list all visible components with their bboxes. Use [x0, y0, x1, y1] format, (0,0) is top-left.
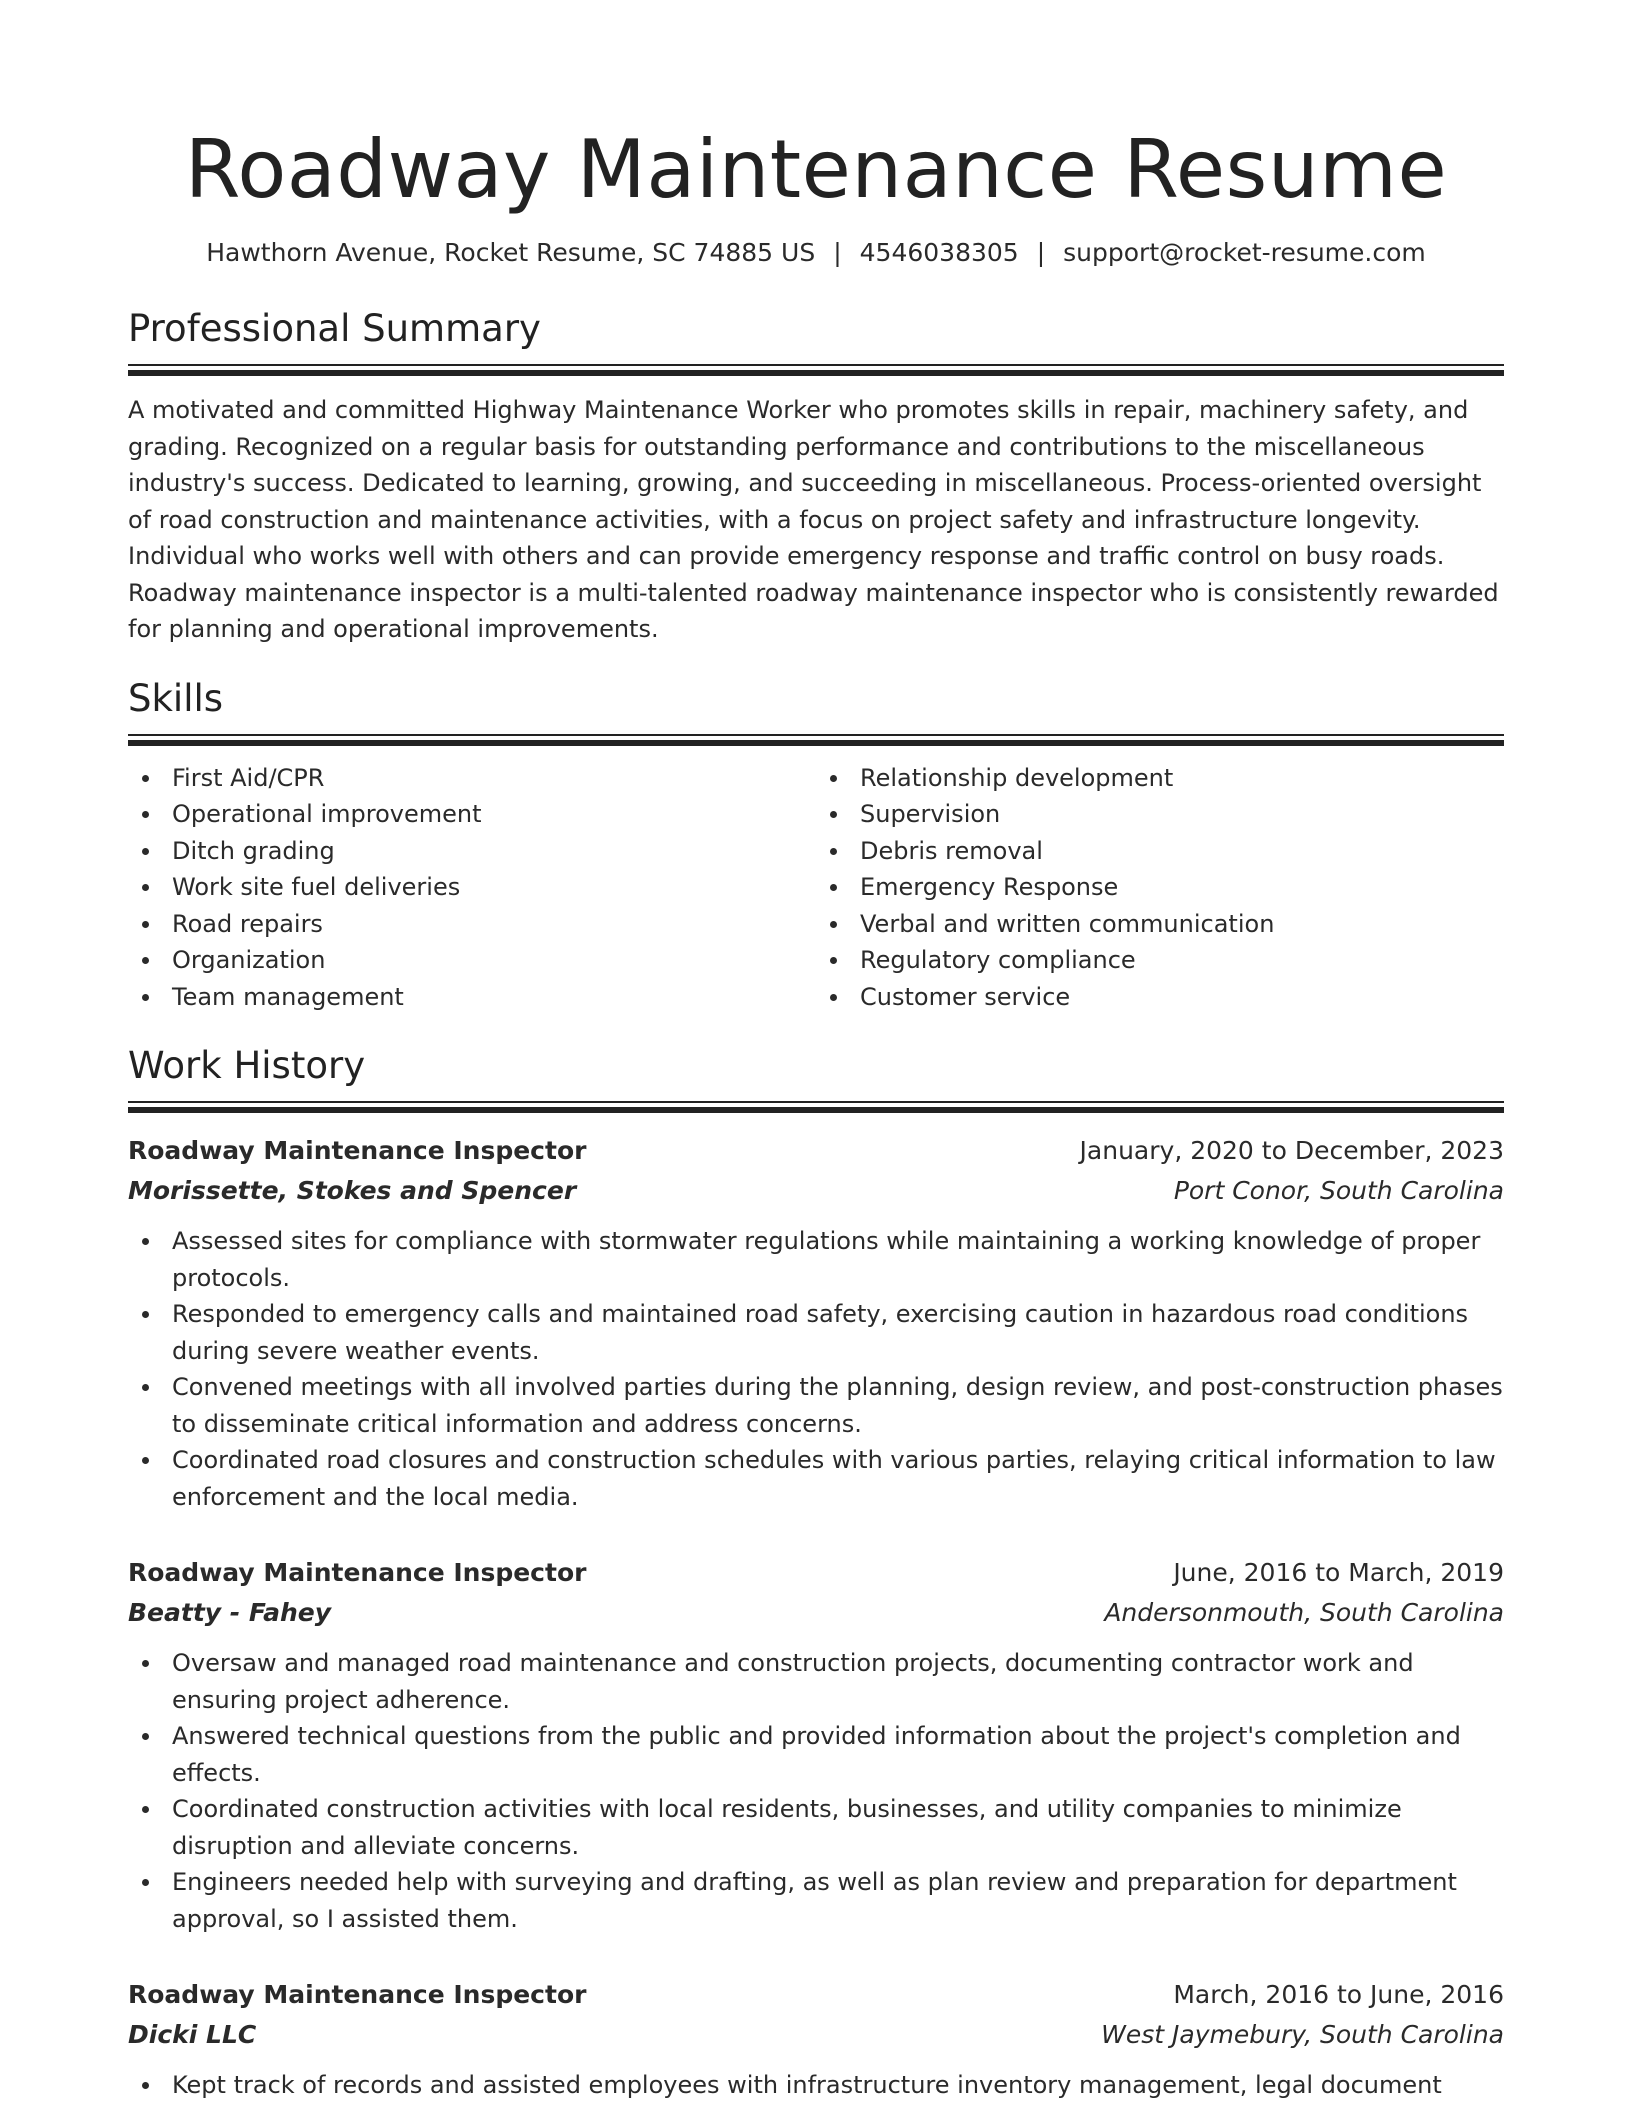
summary-heading: Professional Summary — [128, 307, 541, 350]
contact-phone: 4546038305 — [859, 238, 1019, 267]
job-header-row — [128, 1553, 1504, 1593]
contact-address: Hawthorn Avenue, Rocket Resume, SC 74885 US — [206, 238, 816, 267]
summary-text: A motivated and committed Highway Maintenance Worker who promotes skills in repair, machinery safety, and grading. Recognized on a regular basis for outstanding performance and contributions to the miscellaneous industry's success. Dedicated to learning, growing, and succeeding in miscellaneous. Process-oriented oversight of road construction and maintenance activities, with a focus on project safety and infrastructure longevity. Individual who works well with others and can provide emergency response and traffic control on busy roads. Roadway maintenance inspector is a multi-talented roadway maintenance inspector who is consistently rewarded for planning and operational improvements. — [128, 396, 1499, 643]
job-company-row — [128, 1593, 1504, 1633]
job-company: Beatty - Fahey — [128, 1598, 331, 1627]
job-entry — [128, 1975, 1504, 2104]
job-dates: January, 2020 to December, 2023 — [1079, 1136, 1504, 1165]
section-divider — [128, 364, 1504, 376]
job-entry — [128, 1553, 1504, 1937]
job-bullets — [128, 1645, 1504, 1937]
job-title: Roadway Maintenance Inspector — [128, 1136, 587, 1165]
job-dates: June, 2016 to March, 2019 — [1173, 1558, 1504, 1587]
skill-item: Team management — [128, 979, 816, 1016]
job-bullet: Oversaw and managed road maintenance and construction projects, documenting contractor work and ensuring project adherence. — [128, 1645, 1504, 1718]
job-bullet: Engineers needed help with surveying and drafting, as well as plan review and preparation for department approval, so I assisted them. — [128, 1864, 1504, 1937]
job-company: Morissette, Stokes and Spencer — [128, 1176, 577, 1205]
job-location: Andersonmouth, South Carolina — [1104, 1598, 1504, 1627]
skill-item: First Aid/CPR — [128, 760, 816, 797]
job-location: Port Conor, South Carolina — [1173, 1176, 1504, 1205]
skills-heading: Skills — [128, 676, 224, 720]
skill-item: Organization — [128, 942, 816, 979]
job-title: Roadway Maintenance Inspector — [128, 1980, 587, 2009]
job-entry — [128, 1131, 1504, 1515]
job-title: Roadway Maintenance Inspector — [128, 1558, 587, 1587]
skills-section — [128, 676, 1504, 1016]
skill-item: Debris removal — [816, 833, 1504, 870]
resume-title: Roadway Maintenance Resume — [184, 123, 1448, 216]
job-company-row — [128, 1171, 1504, 1211]
skill-item: Supervision — [816, 796, 1504, 833]
section-divider — [128, 734, 1504, 746]
job-location: West Jaymebury, South Carolina — [1101, 2020, 1504, 2049]
skills-column-right — [816, 760, 1504, 1016]
skill-item: Ditch grading — [128, 833, 816, 870]
skill-item: Regulatory compliance — [816, 942, 1504, 979]
contact-separator: | — [833, 238, 842, 267]
job-bullet: Coordinated road closures and construction schedules with various parties, relaying critical information to law enforcement and the local media. — [128, 1442, 1504, 1515]
job-bullet: Answered technical questions from the public and provided information about the project's completion and effects. — [128, 1718, 1504, 1791]
job-bullets — [128, 2067, 1504, 2104]
job-header-row — [128, 1131, 1504, 1171]
skill-item: Customer service — [816, 979, 1504, 1016]
summary-section — [128, 306, 1504, 648]
job-bullet: Kept track of records and assisted employees with infrastructure inventory management, legal document — [128, 2067, 1504, 2104]
skills-column-left — [128, 760, 816, 1016]
skill-item: Work site fuel deliveries — [128, 869, 816, 906]
contact-line — [128, 236, 1504, 270]
skill-item: Verbal and written communication — [816, 906, 1504, 943]
contact-separator: | — [1036, 238, 1046, 267]
skill-item: Operational improvement — [128, 796, 816, 833]
work-history-section — [128, 1043, 1504, 2104]
job-header-row — [128, 1975, 1504, 2015]
skills-grid — [128, 760, 1504, 1016]
job-bullets — [128, 1223, 1504, 1515]
job-company-row — [128, 2015, 1504, 2055]
skill-item: Relationship development — [816, 760, 1504, 797]
job-dates: March, 2016 to June, 2016 — [1173, 1980, 1504, 2009]
job-bullet: Responded to emergency calls and maintained road safety, exercising caution in hazardous road conditions during severe weather events. — [128, 1296, 1504, 1369]
skill-item: Road repairs — [128, 906, 816, 943]
job-bullet: Convened meetings with all involved parties during the planning, design review, and post-construction phases to disseminate critical information and address concerns. — [128, 1369, 1504, 1442]
skill-item: Emergency Response — [816, 869, 1504, 906]
job-company: Dicki LLC — [128, 2020, 257, 2049]
section-divider — [128, 1101, 1504, 1113]
work-history-heading: Work History — [128, 1044, 366, 1087]
contact-email: support@rocket-resume.com — [1063, 238, 1426, 267]
job-bullet: Assessed sites for compliance with stormwater regulations while maintaining a working knowledge of proper protocols. — [128, 1223, 1504, 1296]
job-bullet: Coordinated construction activities with local residents, businesses, and utility companies to minimize disruption and alleviate concerns. — [128, 1791, 1504, 1864]
